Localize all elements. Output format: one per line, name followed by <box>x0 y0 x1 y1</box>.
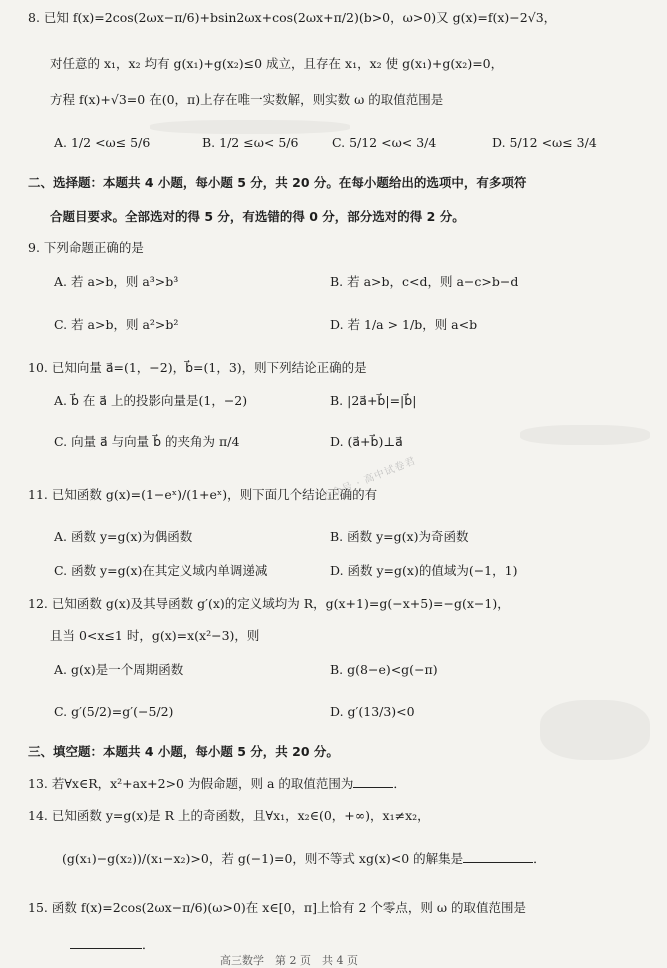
scan-smudge <box>150 120 350 134</box>
section2-heading-line1: 二、选择题：本题共 4 小题，每小题 5 分，共 20 分。在每小题给出的选项中，有多项符 <box>28 175 527 190</box>
q13-text: 13. 若∀x∈R，x²+ax+2>0 为假命题，则 a 的取值范围为 <box>28 776 354 791</box>
q12-option-a: A. g(x)是一个周期函数 <box>54 662 184 677</box>
q8-option-d: D. 5/12 <ω≤ 3/4 <box>492 135 597 150</box>
watermark: 公众号 · 高中试卷君 <box>320 455 418 504</box>
q12-line1: 12. 已知函数 g(x)及其导函数 g′(x)的定义域均为 R，g(x+1)=g(−x+5)=−g(x−1)， <box>28 596 510 611</box>
q9-stem: 9. 下列命题正确的是 <box>28 240 144 255</box>
q10-stem: 10. 已知向量 a⃗=(1，−2)，b⃗=(1，3)，则下列结论正确的是 <box>28 360 367 375</box>
q11-option-d: D. 函数 y=g(x)的值域为(−1，1) <box>330 563 518 578</box>
scan-smudge <box>540 700 650 760</box>
q14-line2: (g(x₁)−g(x₂))/(x₁−x₂)>0，若 g(−1)=0，则不等式 xg(x)<0 的解集是 ． <box>62 848 546 869</box>
q8-line3: 方程 f(x)+√3=0 在(0，π)上存在唯一实数解，则实数 ω 的取值范围是 <box>50 92 444 107</box>
q11-stem: 11. 已知函数 g(x)=(1−eˣ)/(1+eˣ)，则下面几个结论正确的有 <box>28 487 378 502</box>
q15-line1: 15. 函数 f(x)=2cos(2ωx−π/6)(ω>0)在 x∈[0，π]上恰有 2 个零点，则 ω 的取值范围是 <box>28 900 527 915</box>
q12-option-d: D. g′(13/3)<0 <box>330 704 415 719</box>
q13-answer-blank[interactable] <box>353 773 393 788</box>
q8-option-c: C. 5/12 <ω< 3/4 <box>332 135 437 150</box>
section3-heading: 三、填空题：本题共 4 小题，每小题 5 分，共 20 分。 <box>28 744 339 759</box>
q10-option-a: A. b⃗ 在 a⃗ 上的投影向量是(1，−2) <box>54 393 248 408</box>
q8-option-a: A. 1/2 <ω≤ 5/6 <box>54 135 151 150</box>
q14-answer-blank[interactable] <box>463 848 533 863</box>
section2-heading-line2: 合题目要求。全部选对的得 5 分，有选错的得 0 分，部分选对的得 2 分。 <box>50 209 465 224</box>
q11-option-b: B. 函数 y=g(x)为奇函数 <box>330 529 469 544</box>
q11-option-c: C. 函数 y=g(x)在其定义域内单调递减 <box>54 563 268 578</box>
q8-line1: 8. 已知 f(x)=2cos(2ωx−π/6)+bsin2ωx+cos(2ωx+π/2)(b>0，ω>0)又 g(x)=f(x)−2√3， <box>28 10 557 25</box>
q9-option-d: D. 若 1/a > 1/b，则 a<b <box>330 317 478 332</box>
q14-line1: 14. 已知函数 y=g(x)是 R 上的奇函数，且∀x₁，x₂∈(0，+∞)，x₁≠x₂， <box>28 808 430 823</box>
q12-option-c: C. g′(5/2)=g′(−5/2) <box>54 704 174 719</box>
q14-line2-text: (g(x₁)−g(x₂))/(x₁−x₂)>0，若 g(−1)=0，则不等式 xg(x)<0 的解集是 <box>62 851 464 866</box>
q15-answer-blank[interactable] <box>70 934 142 949</box>
q9-option-b: B. 若 a>b，c<d，则 a−c>b−d <box>330 274 519 289</box>
page-footer: 高三数学 第 2 页 共 4 页 <box>220 954 358 967</box>
q10-option-d: D. (a⃗+b⃗)⊥a⃗ <box>330 434 403 449</box>
q10-option-b: B. |2a⃗+b⃗|=|b⃗| <box>330 393 417 408</box>
q8-line2: 对任意的 x₁，x₂ 均有 g(x₁)+g(x₂)≤0 成立，且存在 x₁，x₂ 使 g(x₁)+g(x₂)=0， <box>50 56 504 71</box>
q10-option-c: C. 向量 a⃗ 与向量 b⃗ 的夹角为 π/4 <box>54 434 240 449</box>
q8-option-b: B. 1/2 ≤ω< 5/6 <box>202 135 299 150</box>
q11-option-a: A. 函数 y=g(x)为偶函数 <box>54 529 193 544</box>
q12-line2: 且当 0<x≤1 时，g(x)=x(x²−3)，则 <box>50 628 260 643</box>
q9-option-c: C. 若 a>b，则 a²>b² <box>54 317 179 332</box>
scan-smudge <box>520 425 650 445</box>
q13-stem: 13. 若∀x∈R，x²+ax+2>0 为假命题，则 a 的取值范围为 ． <box>28 773 406 794</box>
q15-line2: ． <box>70 934 155 955</box>
q12-option-b: B. g(8−e)<g(−π) <box>330 662 438 677</box>
q9-option-a: A. 若 a>b，则 a³>b³ <box>54 274 179 289</box>
